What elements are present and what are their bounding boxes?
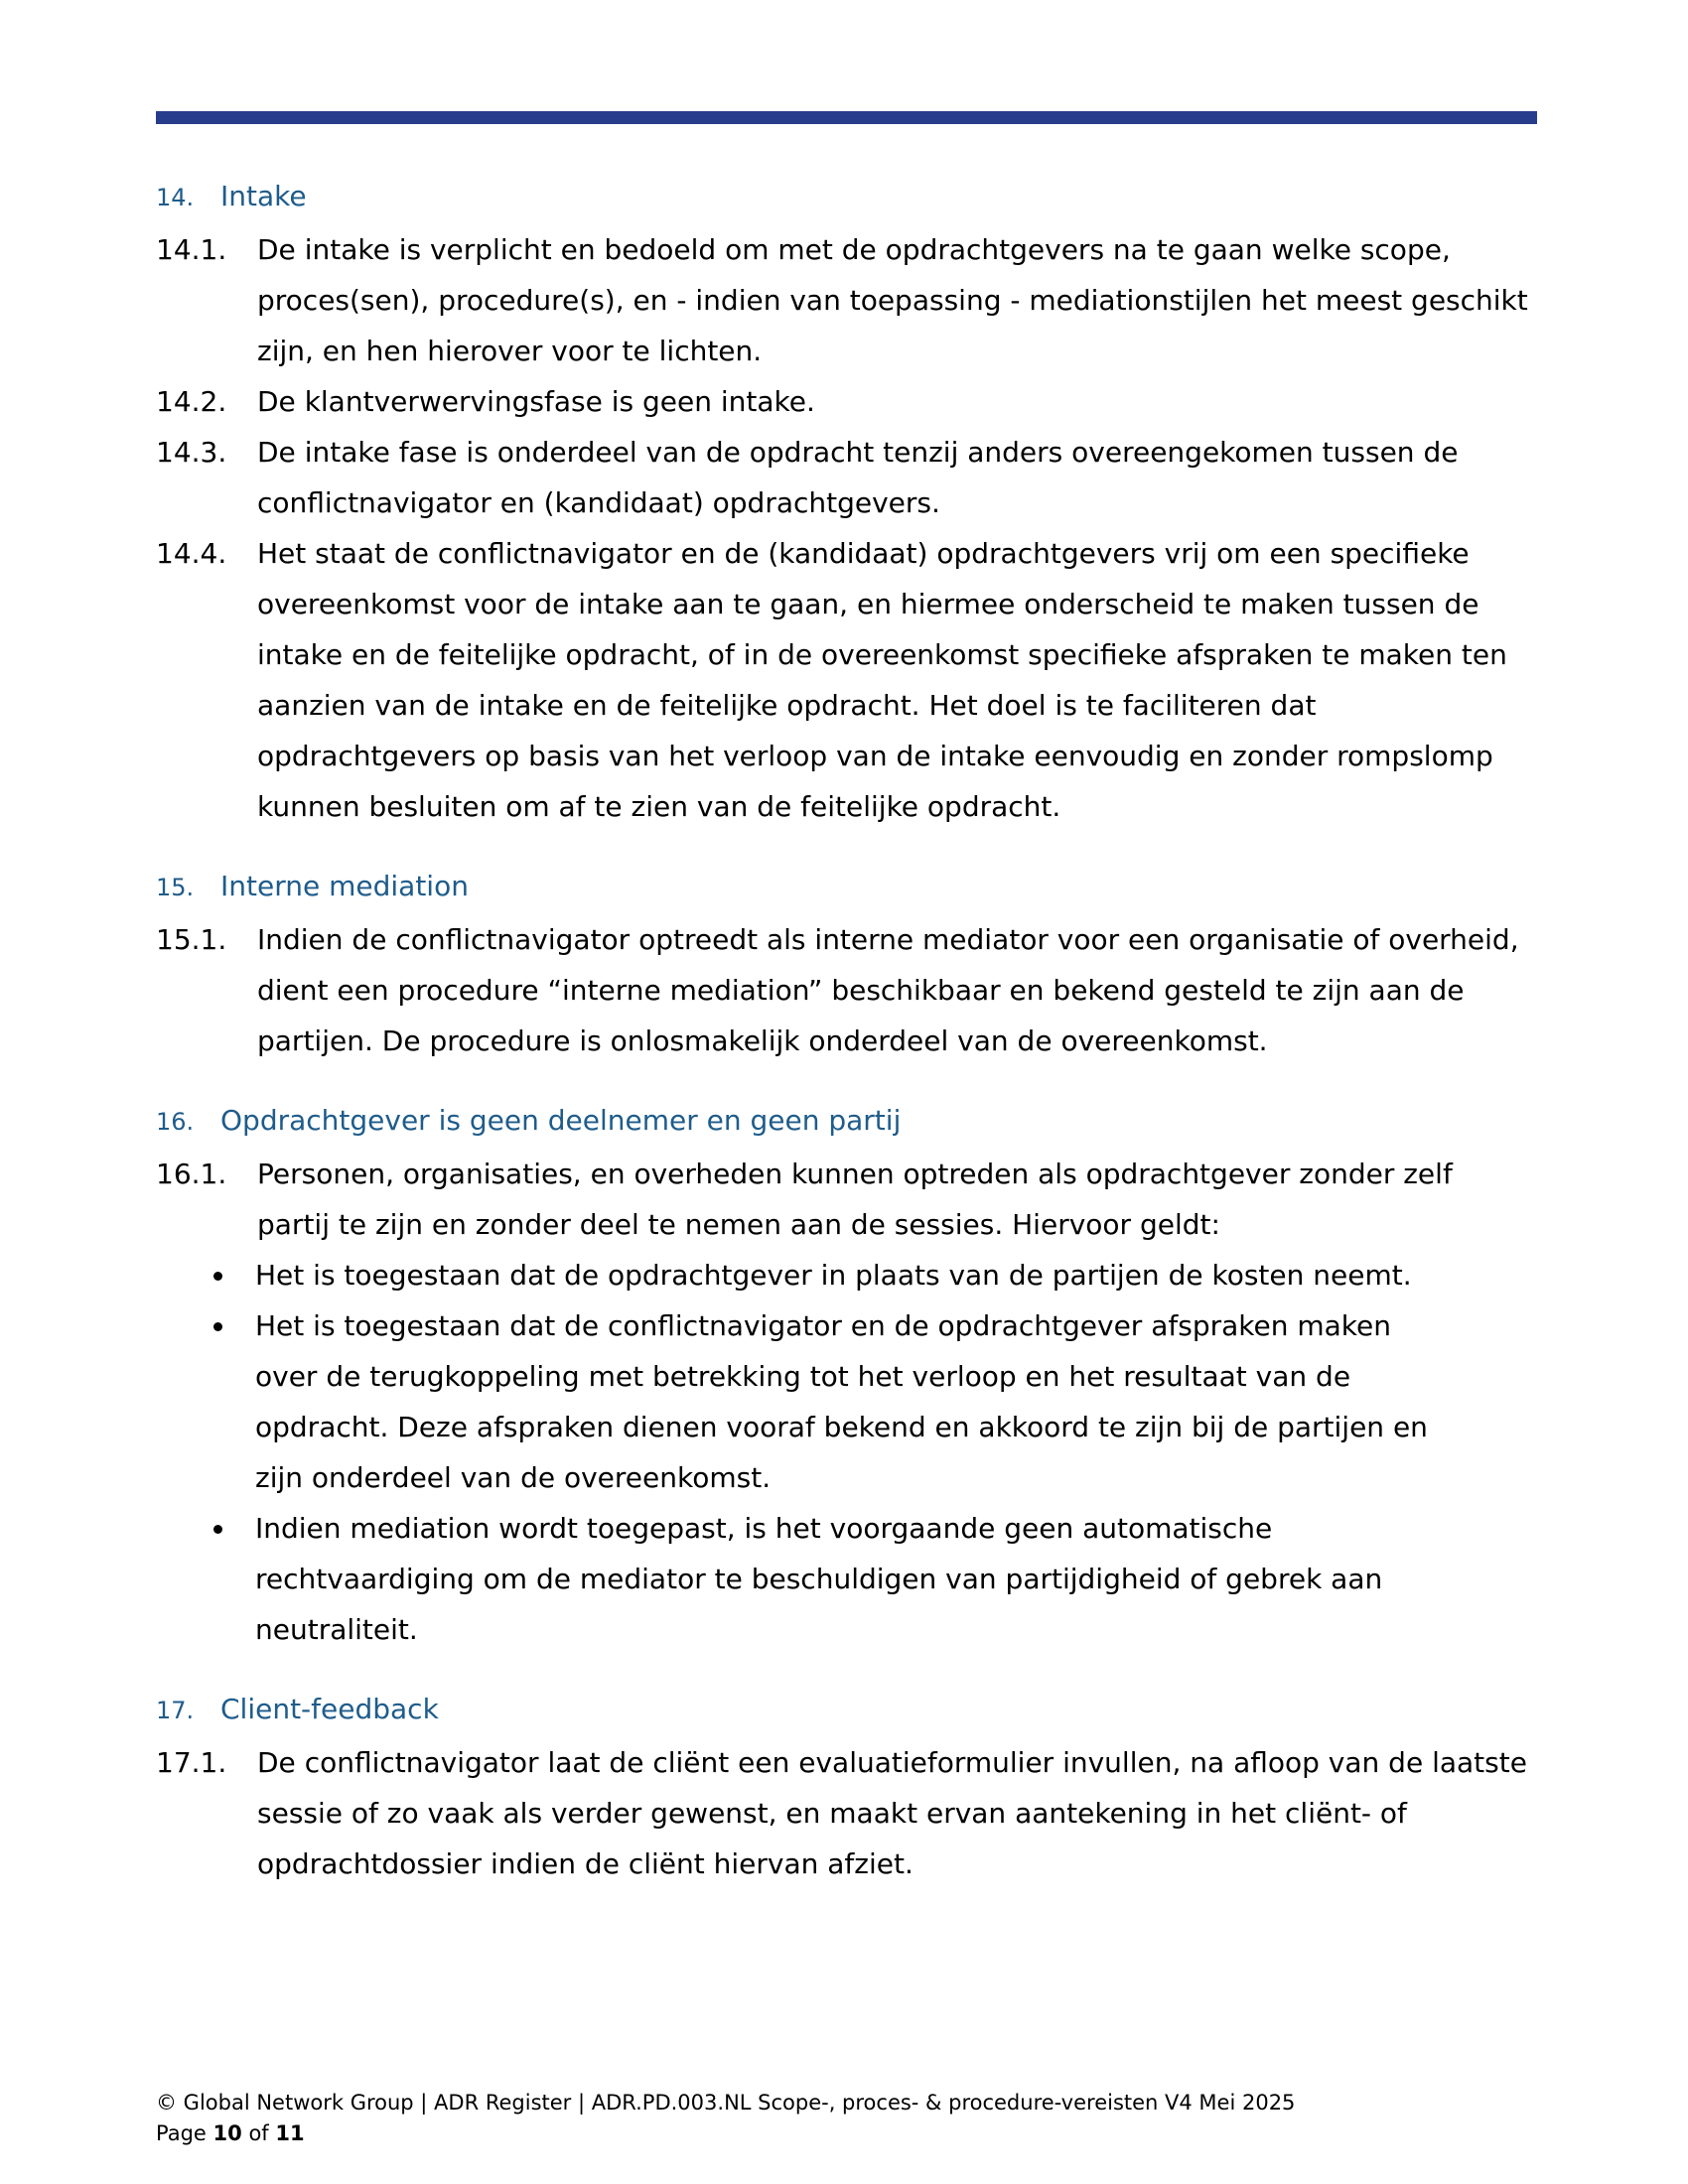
clause-text: De intake is verplicht en bedoeld om met de opdrachtgevers na te gaan welke scope, proces(sen), procedure(s), en - indien van toepassing - mediationstijlen het meest geschikt zijn, en hen hierover voor te lichten. [257,233,1528,367]
section-heading [156,169,1546,224]
clause [156,528,1546,832]
page-prefix: Page [156,2121,207,2145]
section-heading [156,1093,1546,1149]
section-15 [156,859,1546,1066]
clause-number: 16.1. [156,1158,227,1190]
page-number [156,2118,1295,2149]
bullet-text: Het is toegestaan dat de opdrachtgever in plaats van de partijen de kosten neemt. [255,1259,1412,1292]
section-17 [156,1682,1546,1889]
spacer [156,832,1546,859]
section-title: Opdrachtgever is geen deelnemer en geen partij [220,1104,902,1137]
bullet-item [156,1250,1546,1300]
clause-number: 14.2. [156,385,227,418]
section-title: Interne mediation [220,870,469,902]
bullet-icon [156,1503,255,1554]
bullet-text: Indien mediation wordt toegepast, is het voorgaande geen automatische rechtvaardiging om de mediator te beschuldigen van partijdigheid of gebrek aan neutraliteit. [255,1512,1383,1646]
section-14 [156,169,1546,832]
section-heading [156,859,1546,914]
section-number: 15. [156,874,195,901]
clause [156,376,1546,427]
bullet-list [156,1250,1546,1655]
bullet-text: Het is toegestaan dat de conflictnavigator en de opdrachtgever afspraken maken over de terugkoppeling met betrekking tot het verloop en het resultaat van de opdracht. Deze afspraken dienen vooraf bekend en akkoord te zijn bij de partijen en zijn onderdeel van de overeenkomst. [255,1309,1428,1494]
clause-text: Het staat de conflictnavigator en de (kandidaat) opdrachtgevers vrij om een specifieke overeenkomst voor de intake aan te gaan, en hiermee onderscheid te maken tussen de intake en de feitelijke opdracht, of in de overeenkomst specifieke afspraken te maken ten aanzien van de intake en de feitelijke opdracht. Het doel is te faciliteren dat opdrachtgevers op basis van het verloop van de intake eenvoudig en zonder rompslomp kunnen besluiten om af te zien van de feitelijke opdracht. [257,537,1507,823]
clause-text: De intake fase is onderdeel van de opdracht tenzij anders overeengekomen tussen de conflictnavigator en (kandidaat) opdrachtgevers. [257,436,1459,519]
spacer [156,1655,1546,1682]
section-title: Client-feedback [220,1693,439,1725]
section-16 [156,1093,1546,1655]
section-number: 17. [156,1697,195,1724]
top-rule [156,111,1537,124]
clause-text: De klantverwervingsfase is geen intake. [257,385,815,418]
section-heading [156,1682,1546,1737]
clause [156,224,1546,376]
footer-copyright: © Global Network Group | ADR Register | ADR.PD.003.NL Scope-, proces- & procedure-vereisten V4 Mei 2025 [156,2091,1296,2115]
clause-number: 14.3. [156,436,227,469]
page-current: 10 [212,2121,242,2145]
bullet-item [156,1300,1546,1503]
spacer [156,1066,1546,1093]
clause-number: 15.1. [156,923,227,956]
page-of: of [248,2121,269,2145]
clause-text: De conflictnavigator laat de cliënt een evaluatieformulier invullen, na afloop van de laatste sessie of zo vaak als verder gewenst, en maakt ervan aantekening in het cliënt- of opdrachtdossier indien de cliënt hiervan afziet. [257,1746,1527,1880]
clause [156,914,1546,1066]
section-number: 14. [156,184,195,211]
clause-text: Personen, organisaties, en overheden kunnen optreden als opdrachtgever zonder zelf partij te zijn en zonder deel te nemen aan de sessies. Hiervoor geldt: [257,1158,1453,1241]
section-number: 16. [156,1108,195,1136]
clause [156,1149,1546,1250]
bullet-icon [156,1300,255,1351]
bullet-item [156,1503,1546,1655]
section-title: Intake [220,180,307,212]
clause-number: 14.1. [156,233,227,266]
page-footer [156,2088,1295,2149]
page-total: 11 [275,2121,305,2145]
clause-text: Indien de conflictnavigator optreedt als interne mediator voor een organisatie of overheid, dient een procedure “interne mediation” beschikbaar en bekend gesteld te zijn aan de partijen. De procedure is onlosmakelijk onderdeel van de overeenkomst. [257,923,1519,1057]
clause [156,427,1546,528]
clause-number: 17.1. [156,1746,227,1779]
bullet-icon [156,1250,255,1300]
document-body [156,169,1546,1889]
clause-number: 14.4. [156,537,227,570]
clause [156,1737,1546,1889]
